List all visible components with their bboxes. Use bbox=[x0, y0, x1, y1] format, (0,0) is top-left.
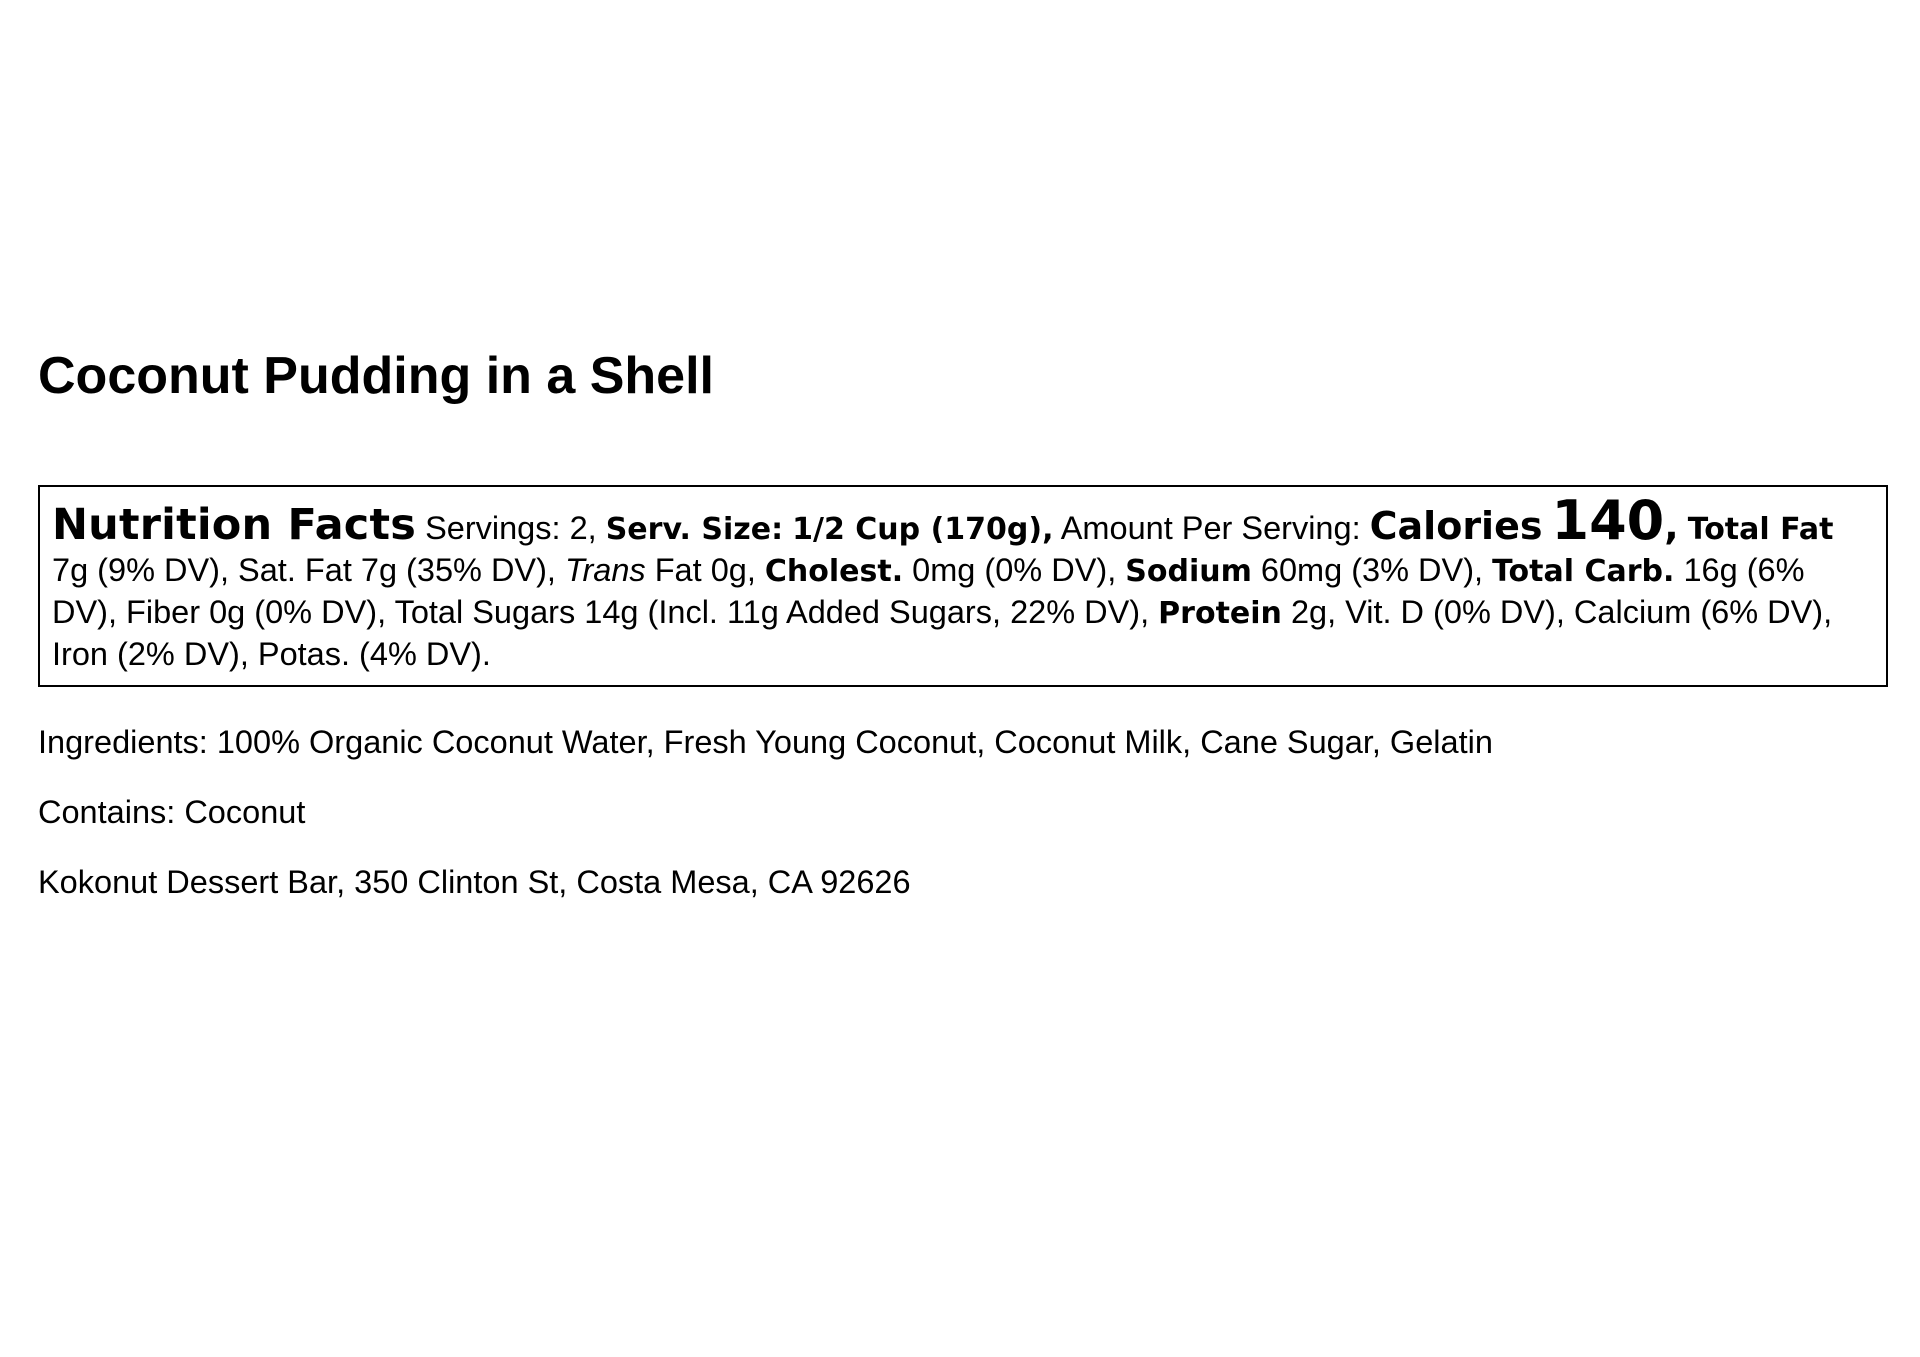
allergen-statement: Contains: Coconut bbox=[38, 794, 306, 830]
serving-size-value: 1/2 Cup (170g), bbox=[792, 512, 1054, 547]
saturated-fat: Sat. Fat 7g (35% DV), bbox=[238, 552, 556, 588]
sodium-label: Sodium bbox=[1125, 554, 1252, 589]
manufacturer-address: Kokonut Dessert Bar, 350 Clinton St, Costa Mesa, CA 92626 bbox=[38, 864, 911, 900]
nutrition-facts-panel bbox=[38, 485, 1888, 687]
fiber: Fiber 0g (0% DV), bbox=[126, 594, 387, 630]
nutrition-facts-heading: Nutrition Facts bbox=[52, 500, 417, 550]
total-fat-label: Total Fat bbox=[1687, 512, 1834, 547]
calories-value: 140 bbox=[1551, 489, 1665, 552]
product-title: Coconut Pudding in a Shell bbox=[38, 347, 714, 405]
vitamin-d: Vit. D (0% DV), bbox=[1345, 594, 1565, 630]
protein-value: 2g, bbox=[1290, 594, 1337, 630]
cholesterol-value: 0mg (0% DV), bbox=[912, 552, 1117, 588]
servings: Servings: 2, bbox=[425, 510, 597, 546]
trans-fat-value: Fat 0g, bbox=[654, 552, 756, 588]
serving-size-label: Serv. Size: bbox=[605, 512, 784, 547]
protein-label: Protein bbox=[1158, 596, 1282, 631]
cholesterol-label: Cholest. bbox=[764, 554, 904, 589]
calories-separator: , bbox=[1664, 504, 1679, 548]
iron: Iron (2% DV), bbox=[52, 636, 249, 672]
sodium-value: 60mg (3% DV), bbox=[1260, 552, 1484, 588]
calories-label: Calories bbox=[1369, 504, 1543, 548]
total-sugars: Total Sugars 14g (Incl. 11g Added Sugars, 22% DV), bbox=[394, 594, 1150, 630]
ingredients-list: Ingredients: 100% Organic Coconut Water, Fresh Young Coconut, Coconut Milk, Cane Sugar, Gelatin bbox=[38, 724, 1493, 760]
calcium: Calcium (6% DV), bbox=[1573, 594, 1833, 630]
total-carb-value: 16g (6% DV), bbox=[52, 552, 1805, 630]
amount-per-serving: Amount Per Serving: bbox=[1060, 510, 1361, 546]
trans-fat-label: Trans bbox=[565, 552, 646, 588]
potassium: Potas. (4% DV). bbox=[257, 636, 491, 672]
total-fat-value: 7g (9% DV), bbox=[52, 552, 230, 588]
total-carb-label: Total Carb. bbox=[1492, 554, 1675, 589]
